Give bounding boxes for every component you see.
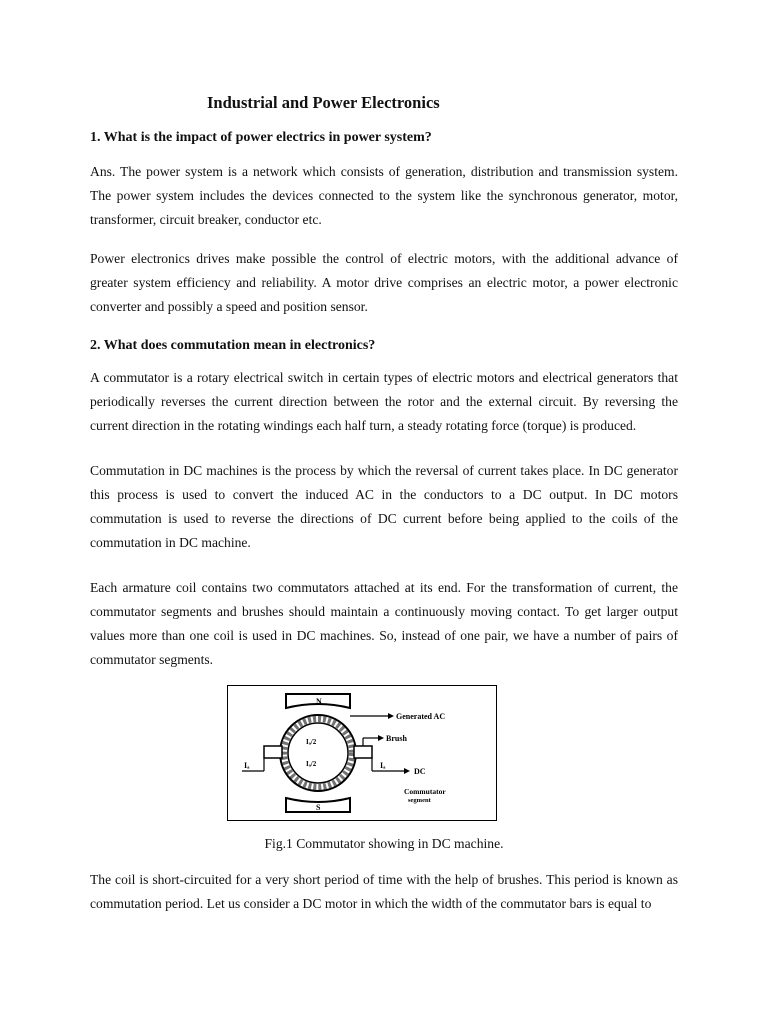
paragraph-commutator-definition: A commutator is a rotary electrical switch in certain types of electric motors and electrical generators that periodically reverses the current direction between the rotor and the external circuit. By reversing the current direction in the rotating windings each half turn, a steady rotating force (torque) is produced.	[90, 370, 678, 433]
commutator-segments	[284, 719, 352, 787]
paragraph-answer-1: Ans. The power system is a network which consists of generation, distribution and transmission system. The power system includes the devices connected to the system like the synchronous generator, motor, transformer, circuit breaker, conductor etc.	[90, 164, 678, 227]
commutator-outer-ring	[280, 715, 356, 791]
right-brush	[354, 746, 372, 758]
commutator-diagram	[228, 686, 496, 820]
ia-half-top-label: Iₐ/2	[306, 738, 317, 746]
south-pole-label: S	[316, 803, 321, 812]
north-pole-label: N	[316, 697, 322, 706]
commutator-figure	[227, 685, 497, 821]
segment-label: segment	[408, 797, 431, 804]
figure-caption: Fig.1 Commutator showing in DC machine.	[264, 836, 504, 851]
question-2-heading: 2. What does commutation mean in electronics?	[90, 338, 376, 353]
paragraph-commutation-dc-machines: Commutation in DC machines is the process by which the reversal of current takes place. In DC generator this process is used to convert the induced AC in the conductors to a DC output. In DC motors commutation is used to reverse the directions of DC current before being applied to the coils of the commutation in DC machine.	[90, 463, 678, 550]
brush-label: Brush	[386, 734, 407, 743]
ia-left-label: Iₐ	[244, 761, 250, 770]
dc-label: DC	[414, 767, 426, 776]
paragraph-power-electronics-drives: Power electronics drives make possible the control of electric motors, with the additional advance of greater system efficiency and reliability. A motor drive comprises an electric motor, a power electronic converter and possibly a speed and position sensor.	[90, 251, 678, 314]
left-brush	[264, 746, 282, 758]
paragraph-armature-coil: Each armature coil contains two commutators attached at its end. For the transformation of current, the commutator segments and brushes should maintain a continuously moving contact. To get larger output values more than one coil is used in DC machines. So, instead of one pair, we have a number of pairs of commutator segments.	[90, 580, 678, 667]
document-title: Industrial and Power Electronics	[207, 93, 440, 112]
ia-right-label: Iₐ	[380, 761, 386, 770]
paragraph-short-circuit: The coil is short-circuited for a very short period of time with the help of brushes. This period is known as commutation period. Let us consider a DC motor in which the width of the commutator bars is equal to	[90, 872, 678, 911]
commutator-inner-ring	[288, 723, 348, 783]
commutator-label: Commutator	[404, 787, 446, 796]
question-1-heading: 1. What is the impact of power electrics in power system?	[90, 130, 432, 145]
ia-half-bottom-label: Iₐ/2	[306, 760, 317, 768]
generated-ac-label: Generated AC	[396, 712, 446, 721]
